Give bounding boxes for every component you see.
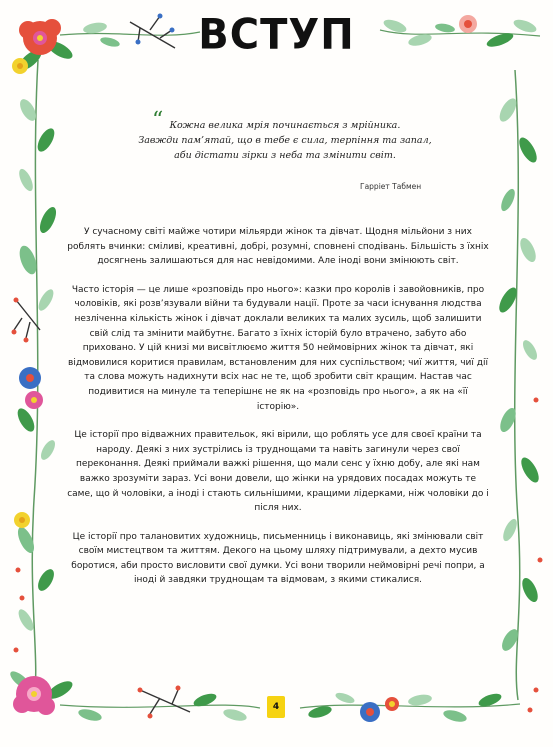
page-number-badge: 4 [267,696,285,718]
right-vine-decoration [496,70,543,713]
quote-line: аби дістати зірки з неба та змінити світ. [174,150,396,161]
paragraph: Це історії про відважних правительок, які вірили, що роблять усе для своєї країни та народу. Деякі з них зустрілись із труднощами та навіть загинули через свої переконання. Деякі приймали важкі рішення, що мали сенс у їхню добу, але які нам важко зрозуміти зараз. Усі вони довели, що жінки на урядових посадах можуть те саме, що й чоловіки, а іноді і стають сильнішими, кращими лідерками, ніж чоловіки до і після них. [67,430,489,514]
paragraph: Це історії про талановитих художниць, письменниць і виконавиць, які змінювали світ своїм мистецтвом та життям. Декого на цьому шляху підтримували, а дехто мусив боротися, аби просто висловити свої думки. Усі вони творили неймовірні речі попри, а іноді й завдяки труднощам та відмовам, з якими стикалися. [71,531,485,586]
left-middle-flowers [14,367,43,528]
intro-body [66,225,490,602]
quote-mark-icon: “ [152,108,164,133]
paragraph: Часто історія — це лише «розповідь про нього»: казки про королів і завойовників, про чоловіків, які розв’язували війни та будували нації. Проте за часи існування людства незліченна кількість жінок і дівчат доклали великих та малих зусиль, щоб залишити свій слід та змінити майбутнє. Багато з їхніх історій було втрачено, забуто або приховано. У цій книзі ми висвітлюємо життя 50 неймовірних жінок та дівчат, які відмовилися коритися правилам, встановленим для них суспільством; чиї життя, чиї дії та слова можуть надихнути всіх нас не те, щоб зробити світ кращим. Настав час подивитися на минуле та теперішнє не як на «розповідь про нього», а як на «її історію». [68,284,488,412]
quote-author: Гарріет Табмен [360,182,422,191]
quote-line: Завжди пам’ятай, що в тебе є сила, терпіння та запал, [138,135,432,146]
page-title: ВСТУП [198,10,355,60]
epigraph-quote [110,118,460,163]
paragraph: У сучасному світі майже чотири мільярди жінок та дівчат. Щодня мільйони з них роблять вчинки: сміливі, креативні, добрі, розумні, сповнені сподівань. Більшість з їхніх досягнень залишаються для нас невідомими. Але іноді вони змінюють світ. [67,227,489,267]
quote-line: Кожна велика мрія починається з мрійника. [169,120,401,131]
bottom-right-flowers [360,697,399,722]
bottom-vine-decoration [60,686,520,724]
bottom-left-flower-cluster [8,668,76,715]
